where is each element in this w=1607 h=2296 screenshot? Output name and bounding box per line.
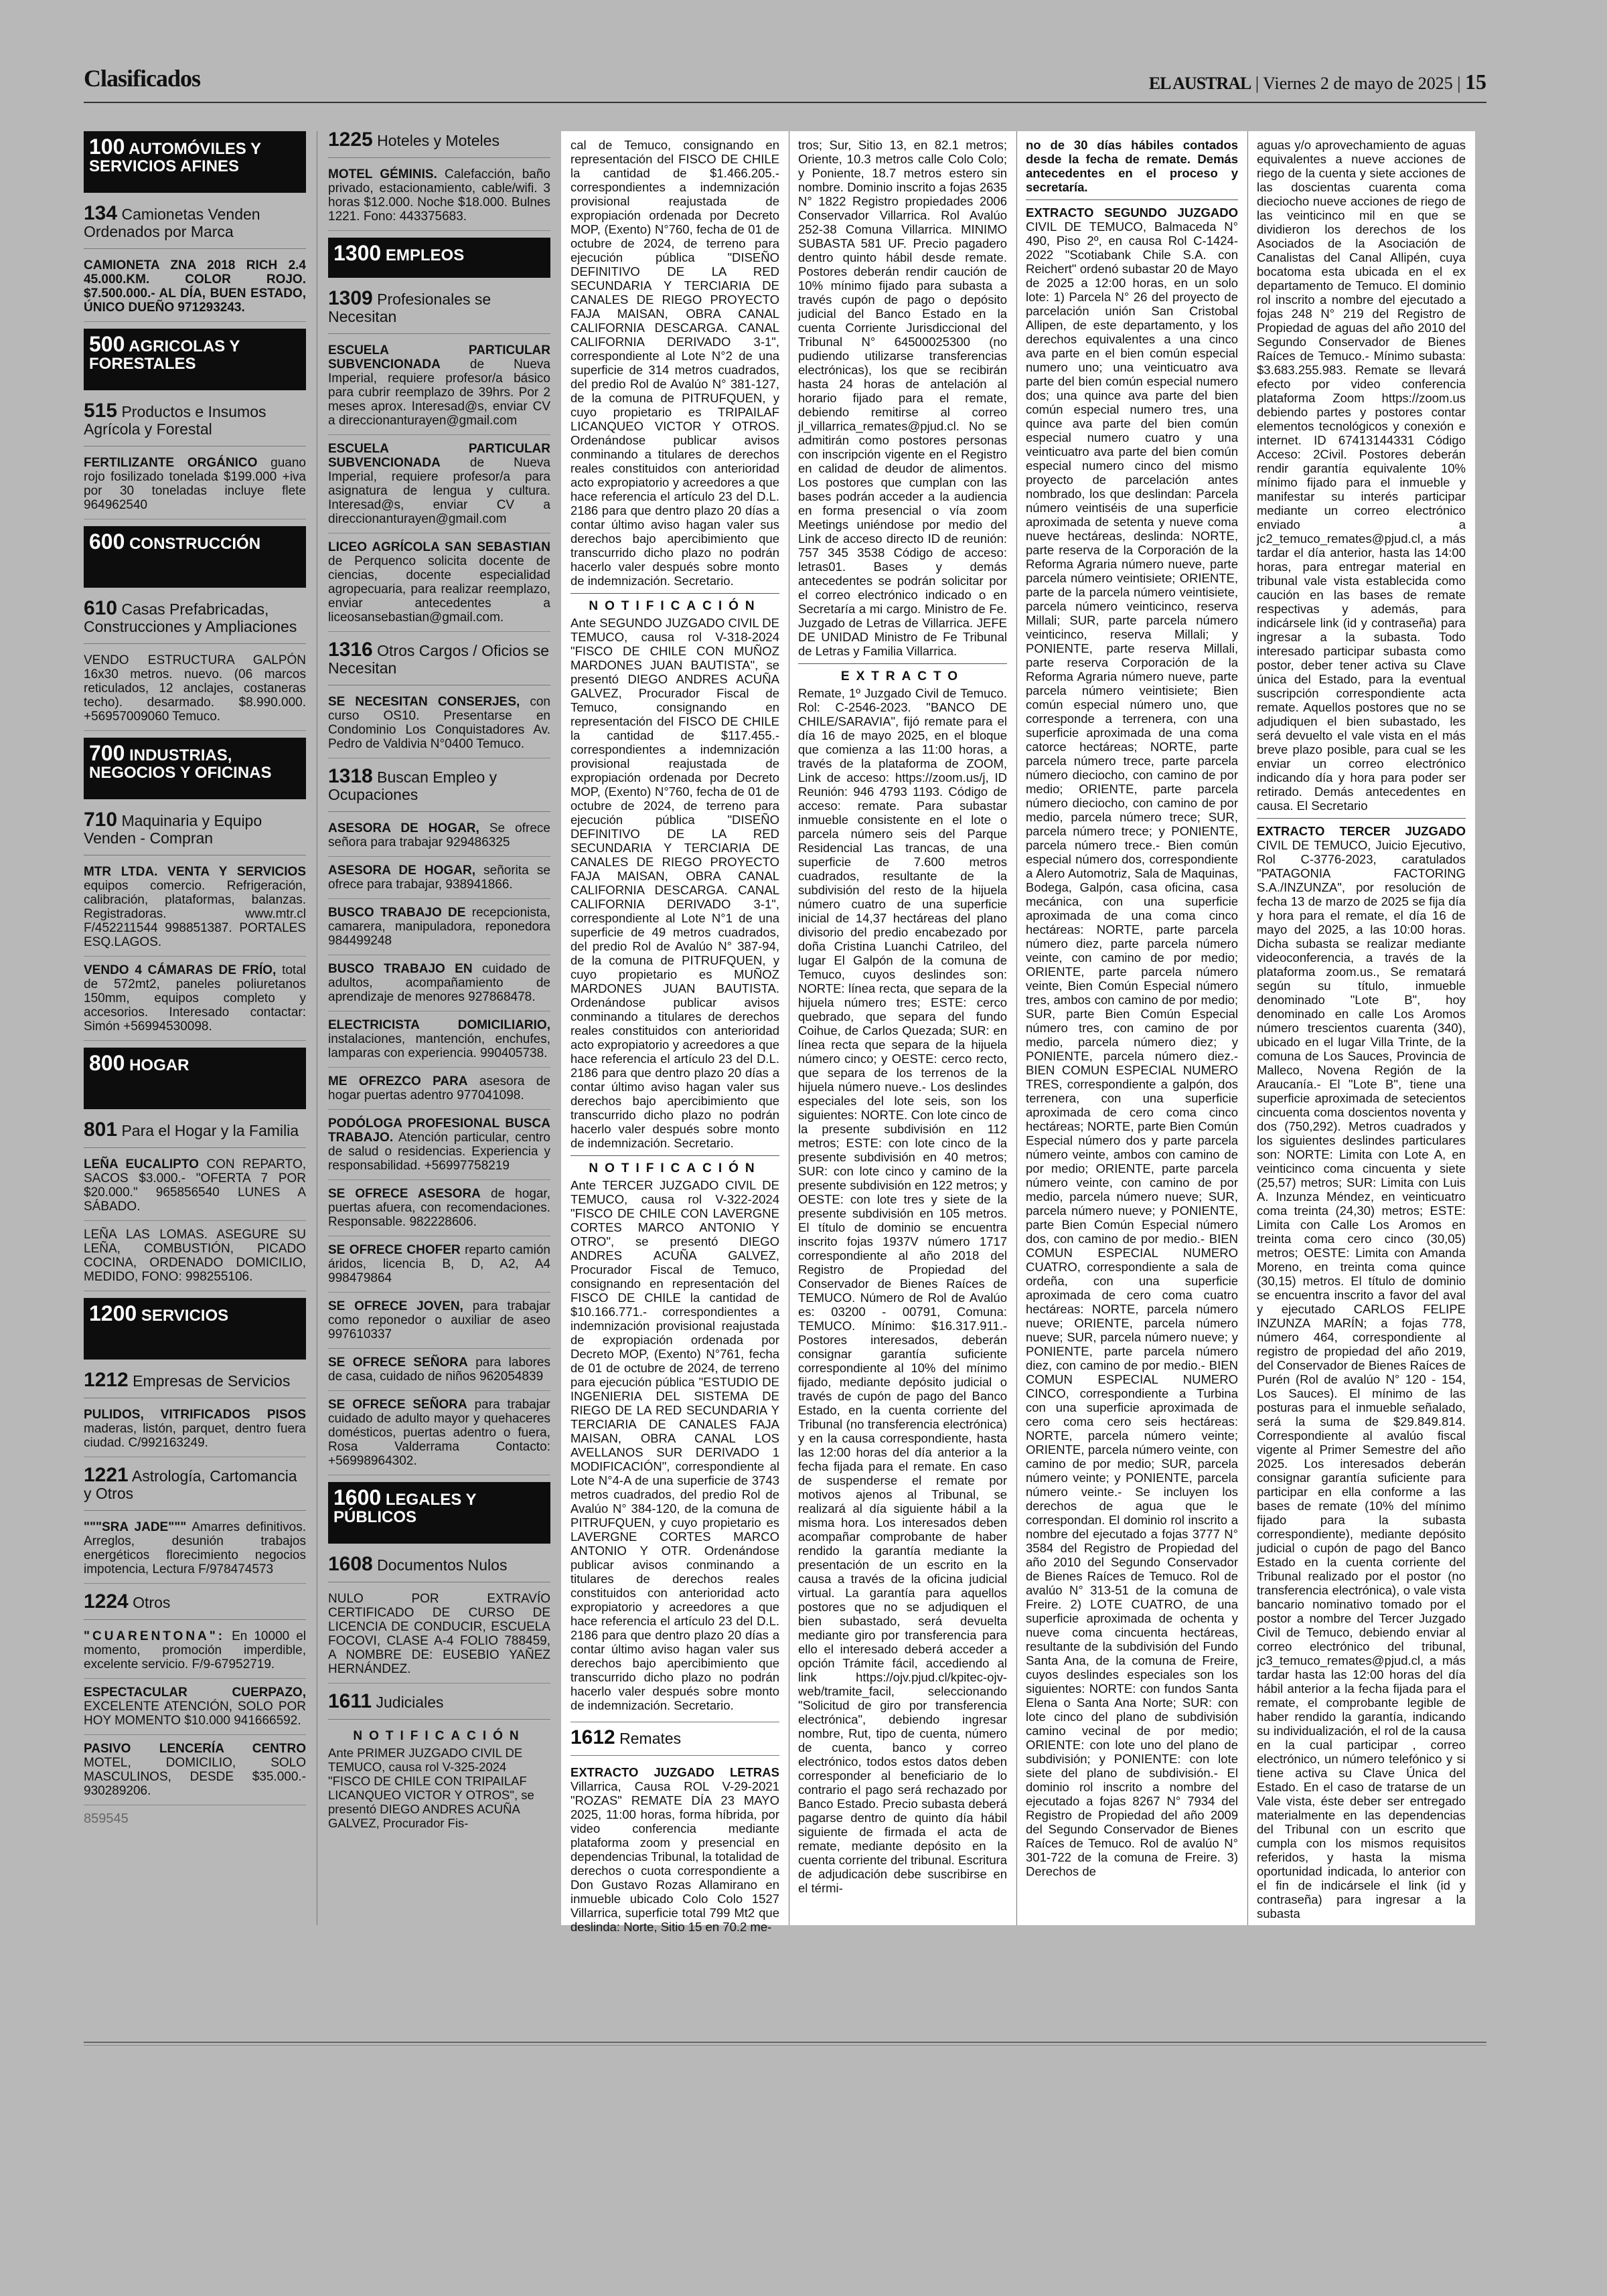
page-number: 15 [1465,70,1486,94]
ad-senora-1: SE OFRECE SEÑORA para labores de casa, cuidado de niños 962054839 [328,1356,550,1391]
legal-text-6: Remate, 1º Juzgado Civil de Temuco. Rol: C-2546-2023. "BANCO DE CHILE/SARAVIA", fijó remate para el día 16 de mayo 2025, en el bloque que comienza a las 11:00 horas, a través de la plataforma de ZOOM, Link de acceso: https://zoom.us/j, ID Reunión: 946 4793 1193. Código de acceso: remate. Para subastar inmueble consistente en el lote o parcela número seis del Parque Residencial Las trancas, de una superficie de 7.600 metros cuadrados, resultante de la subdivisión del resto de la hijuela número cuatro de una superficie inicial de 14,37 hectáreas del plano divisorio del predio encabezado por doña Cristina Luanchi Catrileo, del lugar El Galpón de la comuna de Temuco, cuyos deslindes son: NORTE: línea recta, que separa de la hijuela número tres; ESTE: cerco quebrado, que separa del fundo Coihue, de Carlos Quezada; SUR: en línea recta que separa de la hijuela número cinco; y OESTE: cerco recto, que separa de los terrenos de la hijuela número nueve.- Los deslindes especiales del lote seis, son los siguientes: NORTE. Con lote cinco de la presente subdivisión en 112 metros; ESTE: con lote cinco de la presente subdivisión en 40 metros; SUR: con lote cinco y camino de la presente subdivisión en 122 metros; y OESTE: con lote tres y siete de la presente subdivisión en 105 metros. El título de dominio se encuentra inscrito fojas 1937V número 1717 correspondiente al año 2018 del Registro de Propiedad del Conservador de Bienes Raíces de TEMUCO. Número de Rol de Avalúo es: 03200 - 00791, Comuna: TEMUCO. Mínimo: $16.317.911.- Postores interesados, deberán consignar garantía suficiente correspondiente al 10% del mínimo fijado, mediante depósito judicial o través de cupón de pago del Banco Estado, en la cuenta corriente del Tribunal (no transferencia electrónica) y en la causa correspondiente, hasta las 12:00 horas del día anterior a la fecha fijada para el remate. En caso de suspenderse el remate por motivos ajenos al Tribunal, se realizará al día siguiente hábil a la misma hora. Los interesados deben acompañar comprobante de haber rendido la garantía mediante la presentación de un escrito en la causa a través de la oficina judicial virtual. La garantía para aquellos postores que no se adjudiquen el bien subastado, será devuelta mediante giro por transferencia para ello el interesado deberá acceder a opción Trámite fácil, accediendo al link https://ojv.pjud.cl/kpitec-ojv-web/tramite_facil, seleccionando "Solicitud de giro por transferencia electrónica", debiendo ingresar nombre, Rut, tipo de cuenta, número de cuenta, banco y correo electrónico, todos estos datos deben corresponder al beneficiario de lo contrario el pago será rechazado por Banco Estado. Precio subasta deberá pagarse dentro de quinto día hábil siguiente de firmada el acta de remate, mediante depósito en la cuenta corriente del tribunal. Escritura de adjudicación debe suscribirse en el térmi- [798,686,1007,1895]
legal-column-6 [1247,131,1475,1925]
legal-column-3 [561,131,789,1934]
subcategory-1612: 1612 Remates [570,1722,779,1756]
ad-pulidos: PULIDOS, VITRIFICADOS PISOS maderas, listón, parquet, dentro fuera ciudad. C/992163249. [84,1408,306,1457]
subcategory-134: 134 Camionetas Venden Ordenados por Marca [84,205,306,249]
ad-jade: """SRA JADE""" Amarres definitivos. Arreglos, desunión trabajos energéticos florecimiento negocios impotencia, Lectura F/978474573 [84,1520,306,1584]
ad-camioneta: CAMIONETA ZNA 2018 RICH 2.4 45.000.KM. COLOR ROJO. $7.500.000.- AL DÍA, BUEN ESTADO, ÚNICO DUEÑO 971293243. [84,258,306,322]
ad-lena-lomas: LEÑA LAS LOMAS. ASEGURE SU LEÑA, COMBUSTIÓN, PICADO COCINA, ORDENADO DOMICILIO, MEDIDO, FONO: 998255106. [84,1228,306,1291]
category-800: 800 HOGAR [84,1048,306,1109]
paper-name: EL AUSTRAL [1148,74,1251,93]
ad-asesora-2: ASESORA DE HOGAR, señorita se ofrece para trabajar, 938941866. [328,864,550,899]
divider [1257,818,1466,819]
category-1200: 1200 SERVICIOS [84,1298,306,1360]
ad-asesora-3: SE OFRECE ASESORA de hogar, puertas afuera, con recomendaciones. Responsable. 982228606. [328,1187,550,1236]
subcategory-801: 801 Para el Hogar y la Familia [84,1121,306,1148]
column-rule [1016,131,1017,1925]
ad-electricista: ELECTRICISTA DOMICILIARIO, instalaciones, mantención, enchufes, lamparas con experiencia. 990405738. [328,1018,550,1068]
notification-heading-3: NOTIFICACIÓN [589,1161,761,1175]
legal-text-3: Ante TERCER JUZGADO CIVIL DE TEMUCO, causa rol V-322-2024 "FISCO DE CHILE CON LAVERGNE CORTES MARCO ANTONIO Y OTRO", se presentó DIEGO ANDRES ACUÑA GALVEZ, Procurador Fiscal de Temuco, consignando en representación del FISCO DE CHILE la cantidad de $10.166.771.- correspondientes a indemnización provisional reajustada de expropiación ordenada por Decreto MOP, (Exento) N°761, fecha de 01 de octubre de 2024, de terreno para ejecución pública "ESTUDIO DE INGENIERIA DEL SISTEMA DE RIEGO DE LA RED SECUNDARIA Y TERCIARIA DE CANALES FAJA MAISAN, OBRA CANAL LOS AVELLANOS SUR DERIVADO 1 MODIFICACIÓN", correspondiente al Lote N°4-A de una superficie de 3743 metros cuadrados, del predio Rol de Avalúo N° 384-120, de la comuna de PITRUFQUEN, y cuyo propietario es LAVERGNE CORTES MARCO ANTONIO Y OTR. Ordenándose publicar avisos conminando a titulares de derechos reales constituidos con anterioridad acto expropiatorio y acreedores a que hace referencia el artículo 23 del D.L. 2186 para que dentro plazo 20 días a contar último aviso hagan valer sus derechos bajo apercibimiento que transcurrido dicho plazo no podrán hacerlo valer después sobre monto de indemnización. Secretario. [570,1178,779,1712]
section-title: Clasificados [84,65,201,92]
subcategory-610: 610 Casas Prefabricadas, Construcciones y Ampliaciones [84,600,306,644]
subcategory-1225: 1225 Hoteles y Moteles [328,131,550,158]
ad-fertilizante: FERTILIZANTE ORGÁNICO guano rojo fosilizado tonelada $199.000 +iva por 30 toneladas incluye flete 964962540 [84,456,306,519]
subcategory-1316: 1316 Otros Cargos / Oficios se Necesitan [328,641,550,685]
category-700: 700 INDUSTRIAS, NEGOCIOS Y OFICINAS [84,738,306,799]
classifieds-column-2 [328,131,550,1925]
legal-text-7: no de 30 días hábiles contados desde la fecha de remate. Demás antecedentes en el proceso y secretaría. [1026,138,1238,194]
subcategory-1212: 1212 Empresas de Servicios [84,1372,306,1398]
category-1300: 1300 EMPLEOS [328,238,550,278]
ad-camaras: VENDO 4 CÁMARAS DE FRÍO, total de 572mt2, paneles poliuretanos 150mm, equipos completo y accesorios. Interesado contactar: Simón +56994530098. [84,963,306,1041]
subcategory-710: 710 Maquinaria y Equipo Venden - Compran [84,811,306,855]
reference-code: 859545 [84,1811,129,1826]
column-rule [1247,131,1248,1925]
ad-galpon: VENDO ESTRUCTURA GALPÓN 16x30 metros. nuevo. (06 marcos reticulados, 12 anclajes, costaneras techo). desarmado. $8.990.000. +56957009060 Temuco. [84,653,306,731]
legal-text-5: tros; Sur, Sitio 13, en 82.1 metros; Oriente, 10.3 metros calle Colo Colo; y Poniente, 18.7 metros estero sin nombre. Dominio inscrito a fojas 2635 N° 1822 Registro propiedades 2006 Conservador Villarrica. Rol Avalúo 252-38 Comuna Villarrica. MINIMO SUBASTA 581 UF. Precio pagadero dentro quinto hábil desde remate. Postores deberán rendir caución de 10% mínimo fijado para subasta a través cupón de pago o depósito judicial del Banco Estado en la cuenta Corriente Jurisdiccional del Tribunal N° 64500025300 (no pudiendo utilizarse transferencias electrónicas), los que se recibirán hasta 24 horas de antelación al horario fijado para el remate, debiendo remitirse al correo jl_villarrica_remates@pjud.cl. No se admitirán como postores personas con inscripción vigente en el Registro en calidad de deudor de alimentos. Los postores que cumplan con las bases podrán acceder a la audiencia en forma presencial o vía zoom Meetings uniéndose por medio del Link de acceso directo ID de reunión: 757 345 3538 Código de acceso: letras01. Bases y demás antecedentes se podrán solicitar por el correo electrónico indicado o en Secretaría a mi cargo. Ministro de Fe. Juzgado de Letras de Villarrica. JEFE DE UNIDAD Ministro de Fe Tribunal de Letras y Familia Villarrica. [798,138,1007,658]
bottom-rule [84,2042,1486,2043]
notification-text: Ante PRIMER JUZGADO CIVIL DE TEMUCO, causa rol V-325-2024 "FISCO DE CHILE CON TRIPAILAF LICANQUEO VICTOR Y OTROS", se presentó DIEGO ANDRES ACUÑA GALVEZ, Procurador Fis- [328,1746,534,1830]
subcategory-1221: 1221 Astrología, Cartomancia y Otros [84,1467,306,1511]
ad-recepcionista: BUSCO TRABAJO DE recepcionista, camarera, manipuladora, reponedora 984499248 [328,906,550,955]
ad-cuarentona: "CUARENTONA": En 10000 el momento, promoción imperdible, excelente servicio. F/9-67952719. [84,1629,306,1679]
ad-conserjes: SE NECESITAN CONSERJES, con curso OS10. Presentarse en Condominio Los Conquistadores Av. Pedro de Valdivia N°0400 Temuco. [328,695,550,758]
ad-lenceria: PASIVO LENCERÍA CENTRO MOTEL, DOMICILIO, SOLO MASCULINOS, DESDE $35.000.- 930289206. [84,1742,306,1805]
ad-mtr: MTR LTDA. VENTA Y SERVICIOS equipos comercio. Refrigeración, calibración, plataformas, balanzas. Registradoras. www.mtr.cl F/452211544 998851387. PORTALES ESQ.LAGOS. [84,865,306,957]
ad-asesora-1: ASESORA DE HOGAR, Se ofrece señora para trabajar 929486325 [328,821,550,857]
legal-column-5 [1016,131,1247,1925]
ad-escuela-2: ESCUELA PARTICULAR SUBVENCIONADA de Nueva Imperial, requiere profesor/a para asignatura de lengua y cultura. Interesad@s, enviar CV a direccionanturayen@gmail.com [328,442,550,534]
ad-liceo: LICEO AGRÍCOLA SAN SEBASTIAN de Perquenco solicita docente de ciencias, docente especialidad agropecuaria, para realizar reemplazo, enviar antecedentes a liceosansebastian@gmail.com. [328,540,550,632]
ad-joven: SE OFRECE JOVEN, para trabajar como reponedor o auxiliar de aseo 997610337 [328,1299,550,1349]
category-1600: 1600 LEGALES Y PÚBLICOS [328,1482,550,1544]
subcategory-1608: 1608 Documentos Nulos [328,1556,550,1582]
legal-text-9: aguas y/o aprovechamiento de aguas equivalentes a nueve acciones de riego de la cuenta y siete acciones de las doscientas cuarenta coma dieciocho nueve acciones de riego de las veinticinco mil en que se dividieron los derechos de los Asociados de la Asociación de Canalistas del Canal Allipén, cuya bocatoma esta ubicada en el ex departamento de Temuco. El dominio rol inscrito a nombre del ejecutado a fojas 248 N° 219 del Registro de Propiedad de aguas del año 2010 del Segundo Conservador de Bienes Raíces de Temuco.- Mínimo subasta: $3.683.255.983. Remate se llevará efecto por video conferencia plataforma Zoom https://zoom.us debiendo partes y postores contar elementos tecnológicos y conexión e internet. ID 67413144331 Código Acceso: 2Civil. Postores deberán rendir garantía equivalente 10% mínimo fijado para el inmueble y manifestar su interés participar mediante un correo electrónico enviado a jc2_temuco_remates@pjud.cl, a más tardar el día anterior, hasta las 14:00 horas, para entregar material en tribunal vale vista establecida como caución en las bases de remate respectivas y además, para indicársele link (id y contraseña) para ingresar a la subasta. Todo interesado participar subasta como postor, deber tener activa su Clave única del Estado, para la eventual suscripción correspondiente acta remate. Aquellos postores que no se adjudiquen el bien subastado, les será devuelto el vale vista en el más breve plazo posible, para cual se les enviar un correo electrónico indicando día y hora para poder ser retirado. Demás antecedentes en causa. El Secretario [1257,138,1466,813]
divider [570,593,779,594]
legal-text-4: EXTRACTO JUZGADO LETRAS Villarrica, Causa ROL V-29-2021 "ROZAS" REMATE DÍA 23 MAYO 2025, 11:00 horas, forma híbrida, por video conferencia mediante plataforma zoom y presencial en dependencias Tribunal, la totalidad de derechos o cuota correspondiente a Don Gustavo Rozas Allamirano en inmueble ubicado Colo Colo 1527 Villarrica, superficie total 799 Mt2 que deslinda: Norte, Sitio 15 en 70.2 me- [570,1765,779,1934]
ad-cuidado-adultos: BUSCO TRABAJO EN cuidado de adultos, acompañamiento de aprendizaje de menores 927868478. [328,962,550,1011]
subcategory-1309: 1309 Profesionales se Necesitan [328,290,550,334]
ad-podologa: PODÓLOGA PROFESIONAL BUSCA TRABAJO. Atención particular, centro de salud o residencias. Experiencia y responsabilidad. +56997758219 [328,1117,550,1180]
divider [1026,199,1238,200]
notification-heading: NOTIFICACIÓN [353,1729,526,1743]
subcategory-515: 515 Productos e Insumos Agrícola y Forestal [84,402,306,446]
ad-escuela-1: ESCUELA PARTICULAR SUBVENCIONADA de Nueva Imperial, requiere profesor/a básico para cubrir reemplazo de 39hrs. Por 2 meses aprox. Interesad@s, enviar CV a direccionanturayen@gmail.com [328,343,550,435]
subcategory-1318: 1318 Buscan Empleo y Ocupaciones [328,768,550,812]
legal-text-1: cal de Temuco, consignando en representación del FISCO DE CHILE la cantidad de $1.466.205.- correspondientes a indemnización provisional reajustada de expropiación ordenada por Decreto MOP, (Exento) N°760, fecha de 01 de octubre de 2024, de terreno para ejecución pública "DISEÑO DEFINITIVO DE LA RED SECUNDARIA Y TERCIARIA DE CANALES DE RIEGO PROYECTO FAJA MAISAN, OBRA CANAL CALIFORNIA DESCARGA. CANAL CALIFORNIA DERIVADO 3-1", correspondiente al Lote N°2 de una superficie de 314 metros cuadrados, del predio Rol de Avalúo N° 381-127, de la comuna de PITRUFQUEN, y cuyo propietario es TRIPAILAF LICANQUEO VICTOR Y OTROS. Ordenándose publicar avisos conminando a titulares de derechos reales constituidos con anterioridad acto expropiatorio y acreedores a que hace referencia el artículo 23 del D.L. 2186 para que dentro plazo 20 días a contar último aviso hagan valer sus derechos bajo apercibimiento que transcurrido dicho plazo no podrán hacerlo valer después sobre monto de indemnización. Secretario. [570,138,779,588]
ad-chofer: SE OFRECE CHOFER reparto camión áridos, licencia B, D, A2, A4 998479864 [328,1243,550,1293]
ad-me-ofrezco: ME OFREZCO PARA asesora de hogar puertas adentro 977041098. [328,1074,550,1110]
ad-motel-geminis: MOTEL GÉMINIS. Calefacción, baño privado, estacionamiento, cable/wifi. 3 horas $12.000. Noche $18.000. Bulnes 1221. Fono: 443375683. [328,167,550,231]
ad-nulo: NULO POR EXTRAVÍO CERTIFICADO DE CURSO DE LICENCIA DE CONDUCIR, ESCUELA FOCOVI, CLASE A-4 FOLIO 788459, A NOMBRE DE: EUSEBIO YAÑEZ HERNÁNDEZ. [328,1592,550,1684]
masthead [84,62,1486,103]
category-600: 600 CONSTRUCCIÓN [84,526,306,588]
divider [798,663,1007,664]
bottom-rule [84,2045,1486,2046]
legal-text-2: Ante SEGUNDO JUZGADO CIVIL DE TEMUCO, causa rol V-318-2024 "FISCO DE CHILE CON MUÑOZ MARDONES JUAN BAUTISTA", se presentó DIEGO ANDRES ACUÑA GALVEZ, Procurador Fiscal de Temuco, consignando en representación del FISCO DE CHILE la cantidad de $117.455.- correspondientes a indemnización provisional reajustada de expropiación ordenada por Decreto MOP, (Exento) N°760, fecha de 01 de octubre de 2024, de terreno para ejecución pública "DISEÑO DEFINITIVO DE LA RED SECUNDARIA Y TERCIARIA DE CANALES DE RIEGO PROYECTO FAJA MAISAN, OBRA CANAL CALIFORNIA DESCARGA. CANAL CALIFORNIA DERIVADO 3-1", correspondiente al Lote N°1 de una superficie de 49 metros cuadrados, del predio Rol de Avalúo N° 387-94, de la comuna de PITRUFQUEN, y cuyo propietario es MUÑOZ MARDONES JUAN BAUTISTA. Ordenándose publicar avisos conminando a titulares de derechos reales constituidos con anterioridad acto expropiatorio y acreedores a que hace referencia el artículo 23 del D.L. 2186 para que dentro plazo 20 días a contar último aviso hagan valer sus derechos bajo apercibimiento que transcurrido dicho plazo no podrán hacerlo valer después sobre monto de indemnización. Secretario. [570,616,779,1150]
extracto-heading: EXTRACTO [840,669,965,683]
notification-heading-2: NOTIFICACIÓN [589,599,761,613]
legal-column-4 [789,131,1016,1925]
category-100: 100 AUTOMÓVILES Y SERVICIOS AFINES [84,131,306,193]
masthead-info [1149,70,1486,94]
ad-lena-eucalipto: LEÑA EUCALIPTO CON REPARTO, SACOS $3.000.- "OFERTA 7 POR $20.000." 965856540 LUNES A SÁBADO. [84,1157,306,1221]
subcategory-1224: 1224 Otros [84,1593,306,1620]
issue-date: | Viernes 2 de mayo de 2025 | [1255,74,1461,93]
category-500: 500 AGRICOLAS Y FORESTALES [84,329,306,390]
legal-text-10: EXTRACTO TERCER JUZGADO CIVIL DE TEMUCO, Juicio Ejecutivo, Rol C-3776-2023, caratulados "PATAGONIA FACTORING S.A./INZUNZA", por resolución de fecha 13 de marzo de 2025 se fija día y hora para el remate, el día 16 de mayo del 2025, a las 10:00 horas. Dicha subasta se realizar mediante videoconferencia, a través de la plataforma zoom.us., Se rematará según su título, inmueble denominado "Lote B", hoy denominado en calle Los Aromos número trescientos cuarenta (340), ubicado en el lugar Villa Trinte, de la comuna de Los Sauces, Provincia de Malleco, Novena Región de la Araucanía.- El "Lote B", tiene una superficie aproximada de setecientos cincuenta coma doscientos noventa y dos (750,292). Metros cuadrados y los siguientes deslindes particulares son: NORTE: Limita con Lote A, en veinticinco coma cincuenta y siete (25,57) metros; SUR: Limita con Luis A. Inzunza Méndez, en veinticuatro coma treinta (24,30) metros; ESTE: Limita con Calle Los Aromos en treinta coma cero cinco (30,05) metros; OESTE: Limita con Amanda Moreno, en treinta coma quince (30,15) metros. El título de dominio se encuentra inscrito a favor del aval y ejecutado CARLOS FELIPE INZUNZA MARÍN; a fojas 778, número 464, correspondiente al registro de propiedad del año 2019, del Conservador de Bienes Raíces de Purén (Rol de avalúo N° 120 - 154, Los Sauces). El mínimo de las posturas para el inmueble señalado, será la suma de $29.849.814. Correspondiente al avalúo fiscal vigente al Primer Semestre del año 2025. Los interesados deberán consignar garantía suficiente para participar en ella conforme a las bases de remate (10% del mínimo fijado para la subasta correspondiente), mediante depósito judicial o cupón de pago del Banco Estado en la cuenta corriente del Tribunal realizado por el postor (no transferencia electrónica), o vale vista bancario nominativo tomado por el postor a nombre del Tercer Juzgado Civil de Temuco, debiendo enviar al correo electrónico del tribunal, jc3_temuco_remates@pjud.cl, a más tardar hasta las 12:00 horas del día hábil anterior a la fecha fijada para el remate, el comprobante legible de haber rendido la garantía, indicando su individualización, el rol de la causa en la cual participar , correo electrónico, un número telefónico y si tiene activa su Clave Única del Estado. En el caso de tratarse de un Vale vista, éste deber ser entregado materialmente en las dependencias del Tribunal con un escrito que cumpla con los mismos requisitos referidos, y hasta la misma oportunidad indicada, lo anterior con el fin de indicársele el link (id y contraseña) para ingresar a la subasta [1257,824,1466,1920]
divider [570,1155,779,1156]
ad-senora-2: SE OFRECE SEÑORA para trabajar cuidado de adulto mayor y quehaceres domésticos, puertas adentro o fuera, Rosa Valderrama Contacto: +56998964302. [328,1398,550,1475]
classifieds-column-1 [84,131,306,1925]
ad-cuerpazo: ESPECTACULAR CUERPAZO, EXCELENTE ATENCIÓN, SOLO POR HOY MOMENTO $10.000 941666592. [84,1686,306,1735]
subcategory-1611: 1611 Judiciales [328,1693,550,1720]
legal-text-8: EXTRACTO SEGUNDO JUZGADO CIVIL DE TEMUCO, Balmaceda N° 490, Piso 2º, en causa Rol C-1424-2022 "Scotiabank Chile S.A. con Reichert" ordenó subastar 20 de Mayo de 2025 a 12:00 horas, en un solo lote: 1) Parcela N° 26 del proyecto de parcelación unión San Cristobal Allipen, de este departamento, y los derechos equivalentes a una cinco ava parte en el bien común especial numero uno; una veinticuatro ava parte del bien común especial numero dos; una quince ava parte del bien común especial numero tres, una quince ava parte del bien común especial numero cuatro y una veinticuatro ava parte del bien común especial numero cinco del mismo proyecto de parcelación antes nombrado, los que deslindan: Parcela número veintiséis de una superficie aproximada de setenta y nueve coma nueve hectáreas, deslinda: NORTE, parte reserva de la Corporación de la Reforma Agraria número nueve, parte parcela número veintisiete; ORIENTE, parte de la parcela número veintisiete, parcela número veinticinco, reserva Millali; SUR, parte parcela número veinticinco, reserva Millali; y PONIENTE, parte reserva Millali, parte reserva Corporación de la Reforma Agraria número nueve, parte parcela número veintisiete; Bien común especial número uno, que corresponde a terrenera, con una superficie aproximada de una coma catorce hectáreas; NORTE, parte parcela número trece, parte parcela número dieciocho, con camino de por medio; ORIENTE, parte parcela número dieciocho, con camino de por medio, parcela número trece; SUR, parcela número trece; y PONIENTE, parcela número trece.- Bien común especial número dos, correspondiente a Alero Automotriz, Sala de Maquinas, Bodega, Galpón, casa oficina, casa mecánica, con una superficie aproximada de una coma cinco hectáreas: NORTE, parte parcela número diez, parte parcela número veinte, con camino de por medio; ORIENTE, parte parcela número veinte, Bien Común Especial número tres, ambos con camino de por medio; SUR, parte Bien Común Especial número tres, con camino de por medio, parcela número diez; y PONIENTE, parcela número diez.- BIEN COMUN ESPECIAL NUMERO TRES, correspondiente a galpón, dos terrenera, con una superficie aproximada de cero coma cinco hectáreas; NORTE, parte Bien Común Especial número dos y parte parcela número veinte, ambos con camino de por medio; ORIENTE, parte parcela número veinte, con camino de por medio, parcela número nueve; SUR, parcela número nueve; y PONIENTE, parte Bien Común Especial número dos, con camino de por medio.- BIEN COMUN ESPECIAL NUMERO CUATRO, correspondiente a sala de ordeña, con una superficie aproximada de cero coma cuatro hectáreas: NORTE, parcela número nueve; ORIENTE, parcela número nueve; SUR, parcela número nueve; y PONIENTE, parte parcela número diez, con camino de por medio.- BIEN COMUN ESPECIAL NUMERO CINCO, correspondiente a Turbina con una superficie aproximada de cero coma cero seis hectáreas: NORTE, parcela número veinte; ORIENTE, parcela número veinte, con camino de por medio; SUR, parcela número veinte; y PONIENTE, parcela número veinte.- Se incluyen los derechos de agua que le correspondan. El dominio rol inscrito a nombre del ejecutado a fojas 3777 N° 3584 del Registro de Propiedad del año 2010 del Segundo Conservador de Bienes Raíces de Temuco. Rol de avalúo N° 313-51 de la comuna de Freire. 2) LOTE CUATRO, de una superficie aproximada de ochenta y nueve coma cincuenta hectáreas, resultante de la subdivisión del Fundo Santa Ana, de la comuna de Freire, cuyos deslindes especiales son los siguientes: NORTE: con fundos Santa Elena o Santa Ana Norte; SUR: con lote cinco del plano de subdivisión camino vecinal de por medio; ORIENTE: con lote uno del plano de subdivisión; y PONIENTE: con lote siete del plano de subdivisión.- El dominio rol inscrito a nombre del ejecutado a fojas 8267 N° 7934 del Registro de Propiedad del año 2009 del Segundo Conservador de Bienes Raíces de Temuco. Rol de avalúo N° 301-722 de la comuna de Freire. 3) Derechos de [1026,206,1238,1878]
